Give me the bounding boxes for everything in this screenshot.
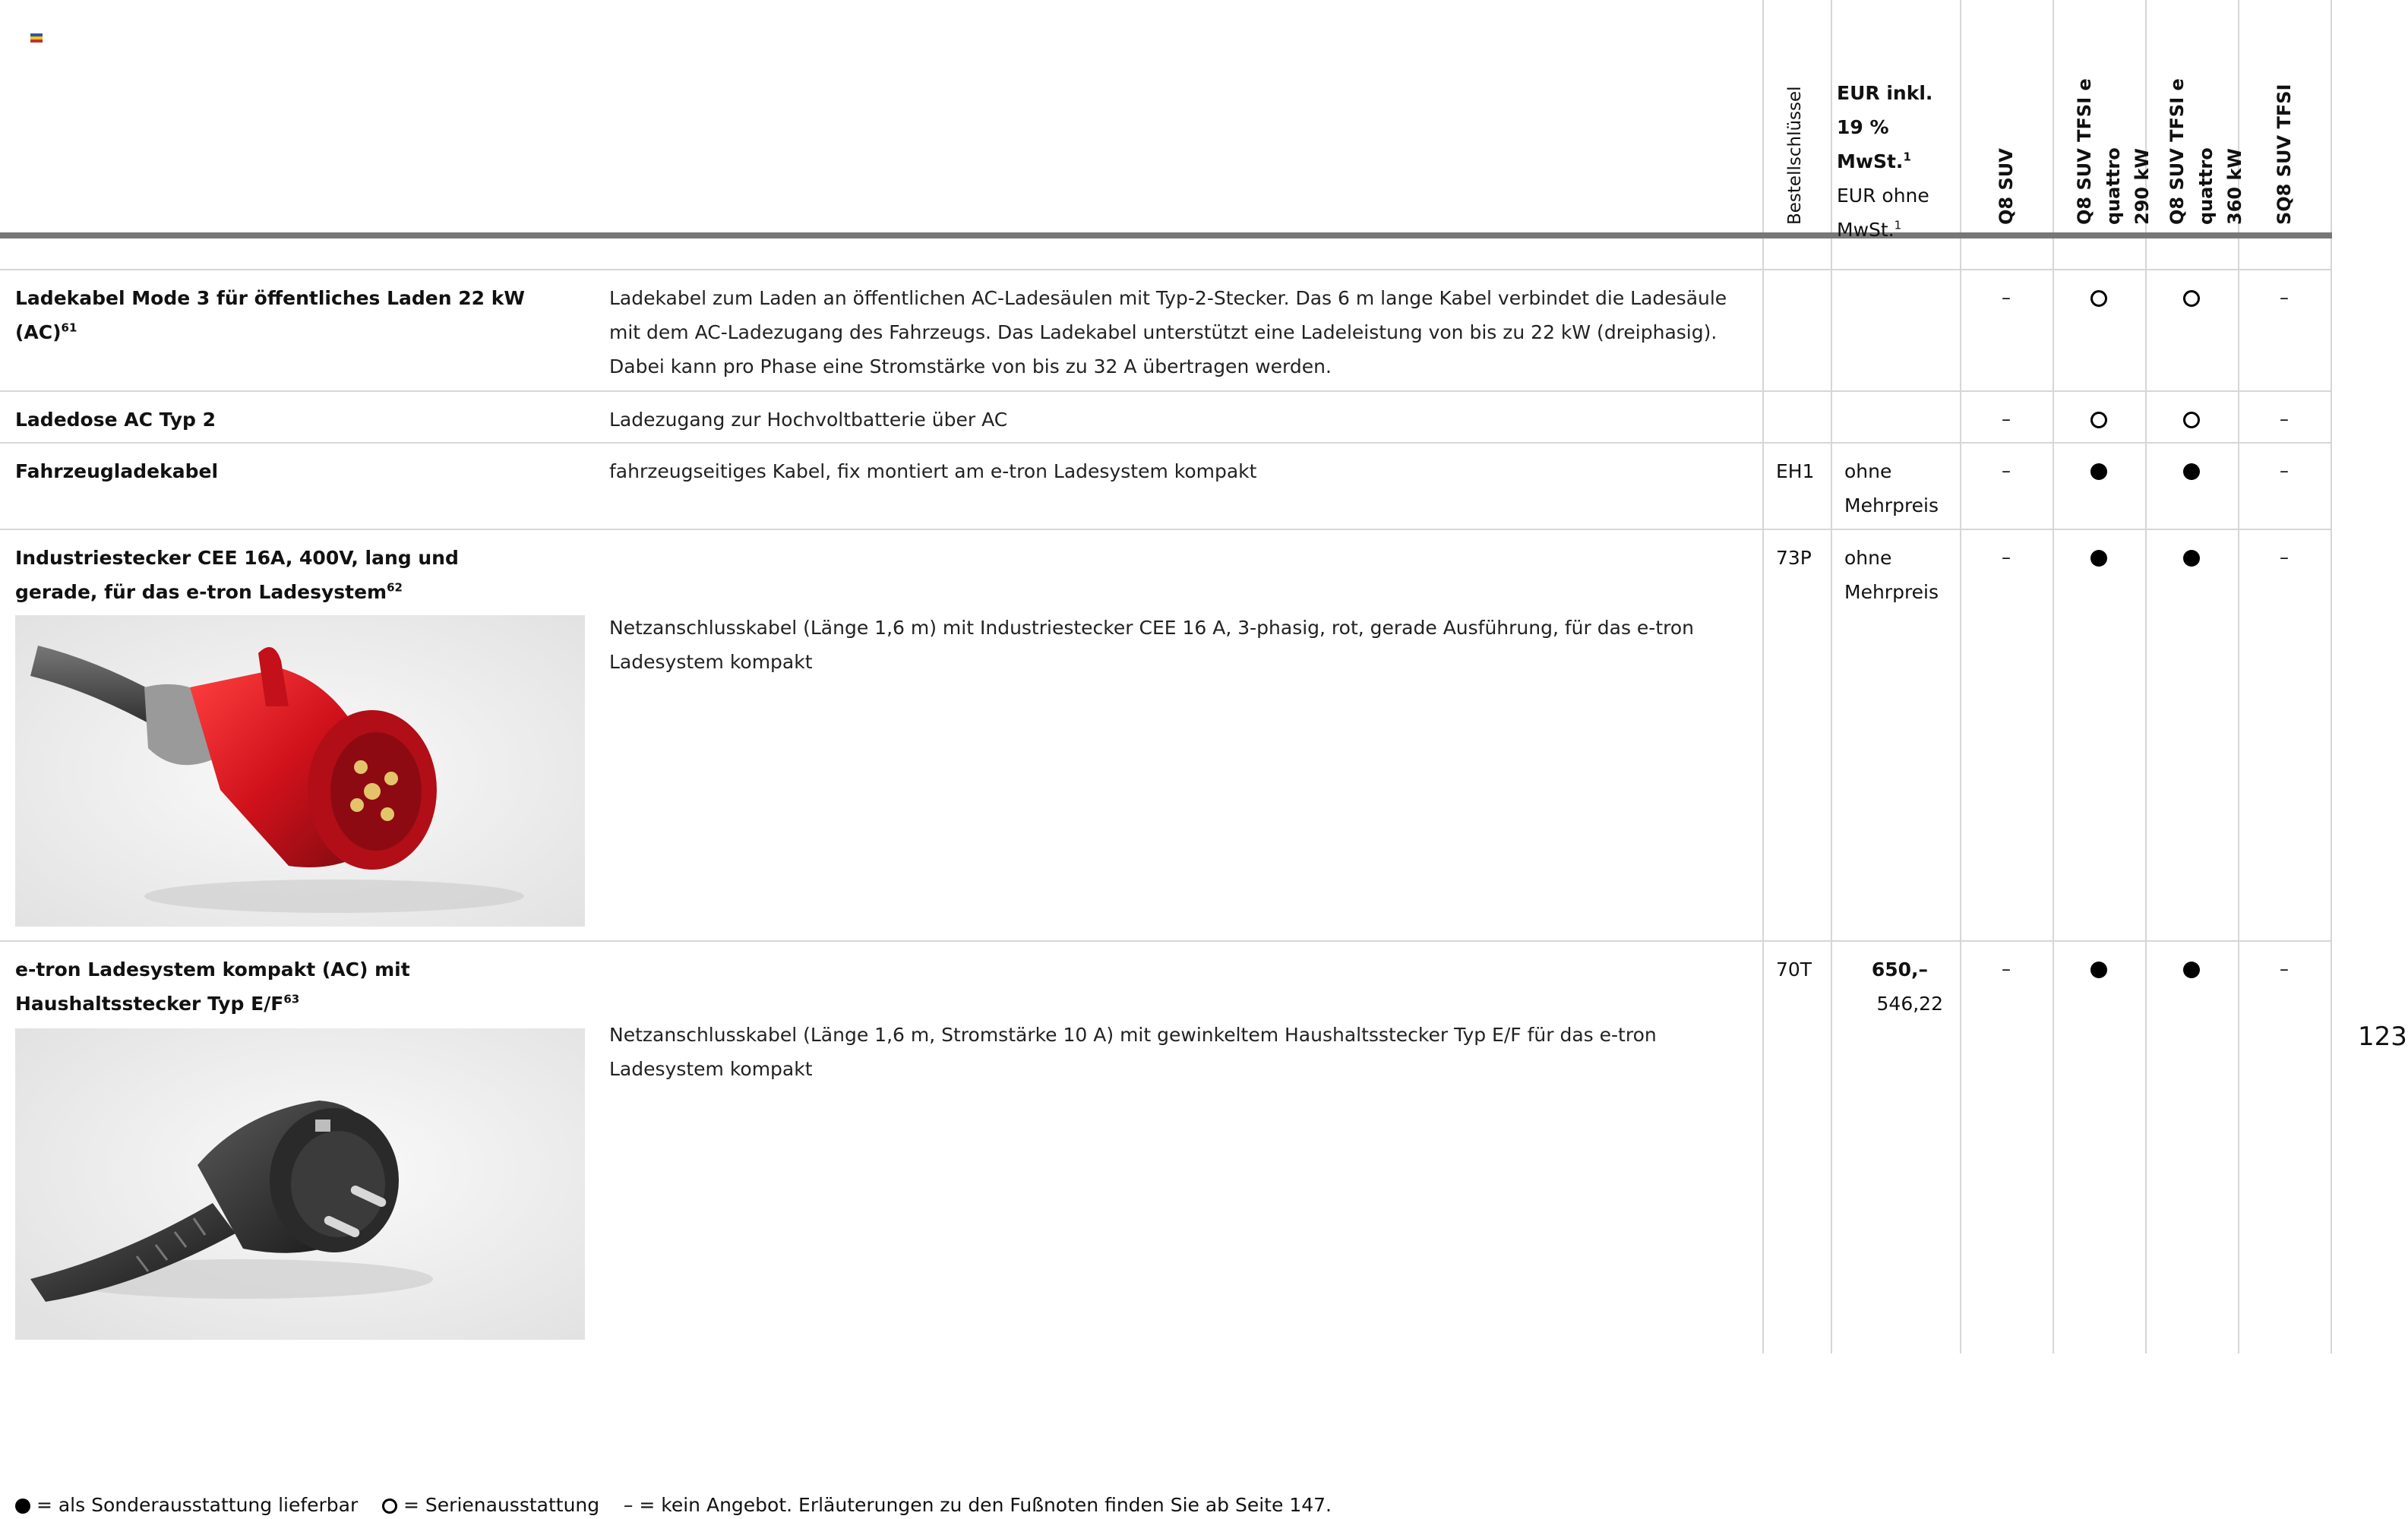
row-name: e-tron Ladesystem kompakt (AC) mit Haushaltsstecker Typ $E/F^{63}$ [15, 958, 410, 1015]
standard-equipment-icon [2183, 412, 2200, 428]
availability-mark: – [2002, 409, 2011, 430]
availability-mark [2052, 403, 2145, 437]
footnote-mark: 1 [1903, 150, 1911, 164]
legend [15, 1490, 1332, 1519]
standard-equipment-icon [2090, 290, 2107, 307]
grid-line [1831, 0, 1832, 1353]
price-excl-line2: MwSt. [1837, 219, 1894, 241]
row-name: Fahrzeugladekabel [15, 460, 219, 482]
optional-equipment-icon [2183, 550, 2200, 567]
model-header-sq8: SQ8 SUV TFSI [2274, 84, 2295, 225]
availability-mark: – [2280, 409, 2289, 430]
model-header-q8: Q8 SUV [1996, 148, 2017, 225]
row-divider [0, 442, 2332, 444]
row-divider [0, 269, 2332, 270]
price-incl-line1: EUR inkl. [1837, 82, 1933, 104]
optional-equipment-icon [2183, 962, 2200, 978]
model-header-q8-tfsi-360: Q8 SUV TFSI e quattro 360 kW [2166, 78, 2245, 225]
availability-mark [2052, 541, 2145, 575]
price-value: ohne Mehrpreis [1844, 547, 1939, 603]
availability-mark [2052, 952, 2145, 987]
standard-equipment-icon [2090, 412, 2107, 428]
availability-mark [2052, 454, 2145, 488]
grid-line [2331, 0, 2332, 1353]
row-name: Ladekabel Mode 3 für öffentliches Laden 22 kW (AC)$^{61}$ [15, 287, 525, 343]
legend-optional: = als Sonderausstattung lieferbar [36, 1494, 359, 1516]
row-description: fahrzeugseitiges Kabel, fix montiert am e-tron Ladesystem kompakt [609, 460, 1257, 482]
grid-line [1762, 0, 1764, 1353]
model-header-q8-tfsi-290: Q8 SUV TFSI e quattro 290 kW [2074, 78, 2153, 225]
optional-equipment-icon [15, 1498, 30, 1514]
price-excl-value: 546,22 [1876, 993, 1943, 1015]
availability-mark: – [2002, 287, 2011, 308]
optional-equipment-icon [2090, 550, 2107, 567]
household-plug-image [15, 1028, 585, 1340]
price-excl-line1: EUR ohne [1837, 185, 1929, 207]
standard-equipment-icon [2183, 290, 2200, 307]
grid-line [2052, 0, 2054, 1353]
row-description: Ladezugang zur Hochvoltbatterie über AC [609, 409, 1008, 431]
availability-mark: – [2002, 958, 2011, 980]
optional-equipment-icon [2090, 962, 2107, 978]
standard-equipment-icon [382, 1498, 397, 1514]
price-incl-value: 650,– [1871, 958, 1928, 981]
language-flag-icon[interactable] [30, 33, 43, 43]
row-divider [0, 529, 2332, 530]
row-name: Industriestecker CEE 16A, 400V, lang und gerade, für das e-tron Ladesystem$^{62}$ [15, 547, 459, 603]
availability-mark: – [2280, 287, 2289, 308]
availability-mark [2145, 541, 2238, 575]
footnote-mark: 1 [1894, 218, 1902, 232]
optional-equipment-icon [2090, 463, 2107, 480]
cee-plug-image [15, 615, 585, 927]
order-key-header: Bestellschlüssel [1785, 86, 1805, 225]
legend-standard: = Serienausstattung [403, 1494, 600, 1516]
availability-mark: – [2002, 460, 2011, 482]
availability-mark [2145, 454, 2238, 488]
row-description: Ladekabel zum Laden an öffentlichen AC-Ladesäulen mit Typ-2-Stecker. Das 6 m lange Kabel verbindet die Ladesäule mit dem AC-Ladezugang des Fahrzeugs. Das Ladekabel unterstützt eine Ladeleistung von bis zu 22 kW (dreiphasig). Dabei kann pro Phase eine Stromstärke von bis zu 32 A übertragen werden. [609, 287, 1727, 377]
price-value: ohne Mehrpreis [1844, 460, 1939, 516]
row-name: Ladedose AC Typ 2 [15, 409, 216, 431]
availability-mark: – [2280, 958, 2289, 980]
optional-equipment-icon [2183, 463, 2200, 480]
order-code: 70T [1776, 958, 1812, 981]
availability-mark [2145, 281, 2238, 315]
price-incl-line2: 19 % MwSt. [1837, 116, 1904, 172]
header-rule [0, 232, 2332, 238]
order-code: 73P [1776, 547, 1812, 569]
availability-mark [2145, 403, 2238, 437]
availability-mark [2145, 952, 2238, 987]
legend-not-available: – = kein Angebot. Erläuterungen zu den Fußnoten finden Sie ab Seite 147. [623, 1494, 1332, 1516]
row-description: Netzanschlusskabel (Länge 1,6 m, Stromstärke 10 A) mit gewinkeltem Haushaltsstecker Typ E/F für das e-tron Ladesystem kompakt [609, 1024, 1657, 1080]
page-number: 123 [2358, 1022, 2407, 1052]
availability-mark: – [2280, 460, 2289, 482]
row-description: Netzanschlusskabel (Länge 1,6 m) mit Industriestecker CEE 16 A, 3-phasig, rot, gerade Ausführung, für das e-tron Ladesystem kompakt [609, 617, 1694, 673]
availability-mark: – [2280, 547, 2289, 568]
price-header [1837, 76, 1962, 247]
row-divider [0, 390, 2332, 392]
availability-mark: – [2002, 547, 2011, 568]
order-code: EH1 [1776, 460, 1815, 482]
row-divider [0, 940, 2332, 942]
availability-mark [2052, 281, 2145, 315]
